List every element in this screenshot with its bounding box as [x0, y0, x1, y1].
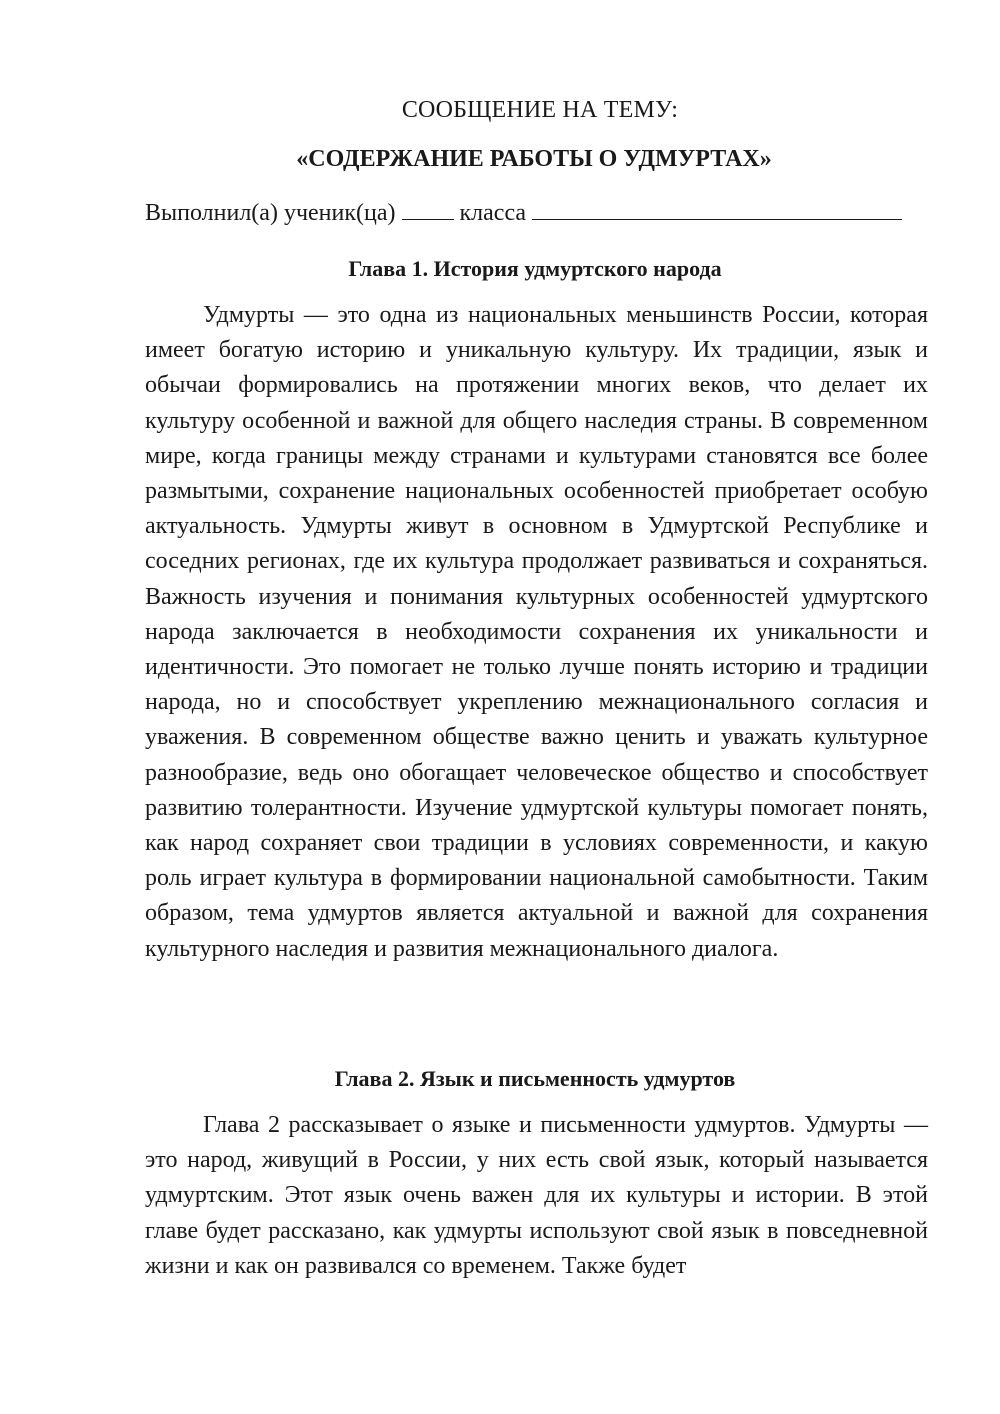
performer-prefix: Выполнил(а) ученик(ца) — [145, 200, 396, 226]
document-subtitle: «СОДЕРЖАНИЕ РАБОТЫ О УДМУРТАХ» — [296, 146, 772, 172]
grade-blank-line — [402, 197, 454, 220]
name-blank-line — [532, 197, 902, 220]
performer-line — [145, 196, 902, 230]
class-label: класса — [459, 200, 527, 226]
chapter-1-heading: Глава 1. История удмуртского народа — [348, 256, 722, 281]
chapter-1-paragraph: Удмурты — это одна из национальных меньшинств России, которая имеет богатую историю и уникальную культуру. Их традиции, язык и обычаи формировались на протяжении многих веков, что делает их культуру особенной и важной для общего наследия страны. В современном мире, когда границы между странами и культурами становятся все более размытыми, сохранение национальных особенностей приобретает особую актуальность. Удмурты живут в основном в Удмуртской Республике и соседних регионах, где их культура продолжает развиваться и сохраняться. Важность изучения и понимания культурных особенностей удмуртского народа заключается в необходимости сохранения их уникальности и идентичности. Это помогает не только лучше понять историю и традиции народа, но и способствует укреплению межнационального согласия и уважения. В современном обществе важно ценить и уважать культурное разнообразие, ведь оно обогащает человеческое общество и способствует развитию толерантности. Изучение удмуртской культуры помогает понять, как народ сохраняет свои традиции в условиях современности, и какую роль играет культура в формировании национальной самобытности. Таким образом, тема удмуртов является актуальной и важной для сохранения культурного наследия и развития межнационального диалога. — [145, 302, 928, 962]
chapter-2-paragraph: Глава 2 рассказывает о языке и письменности удмуртов. Удмурты — это народ, живущий в России, у них есть свой язык, который называется удмуртским. Этот язык очень важен для их культуры и истории. В этой главе будет рассказано, как удмурты используют свой язык в повседневной жизни и как он развивался со временем. Также будет — [145, 1112, 928, 1279]
chapter-2-heading: Глава 2. Язык и письменность удмуртов — [334, 1066, 736, 1091]
document-title: СООБЩЕНИЕ НА ТЕМУ: — [401, 97, 679, 123]
